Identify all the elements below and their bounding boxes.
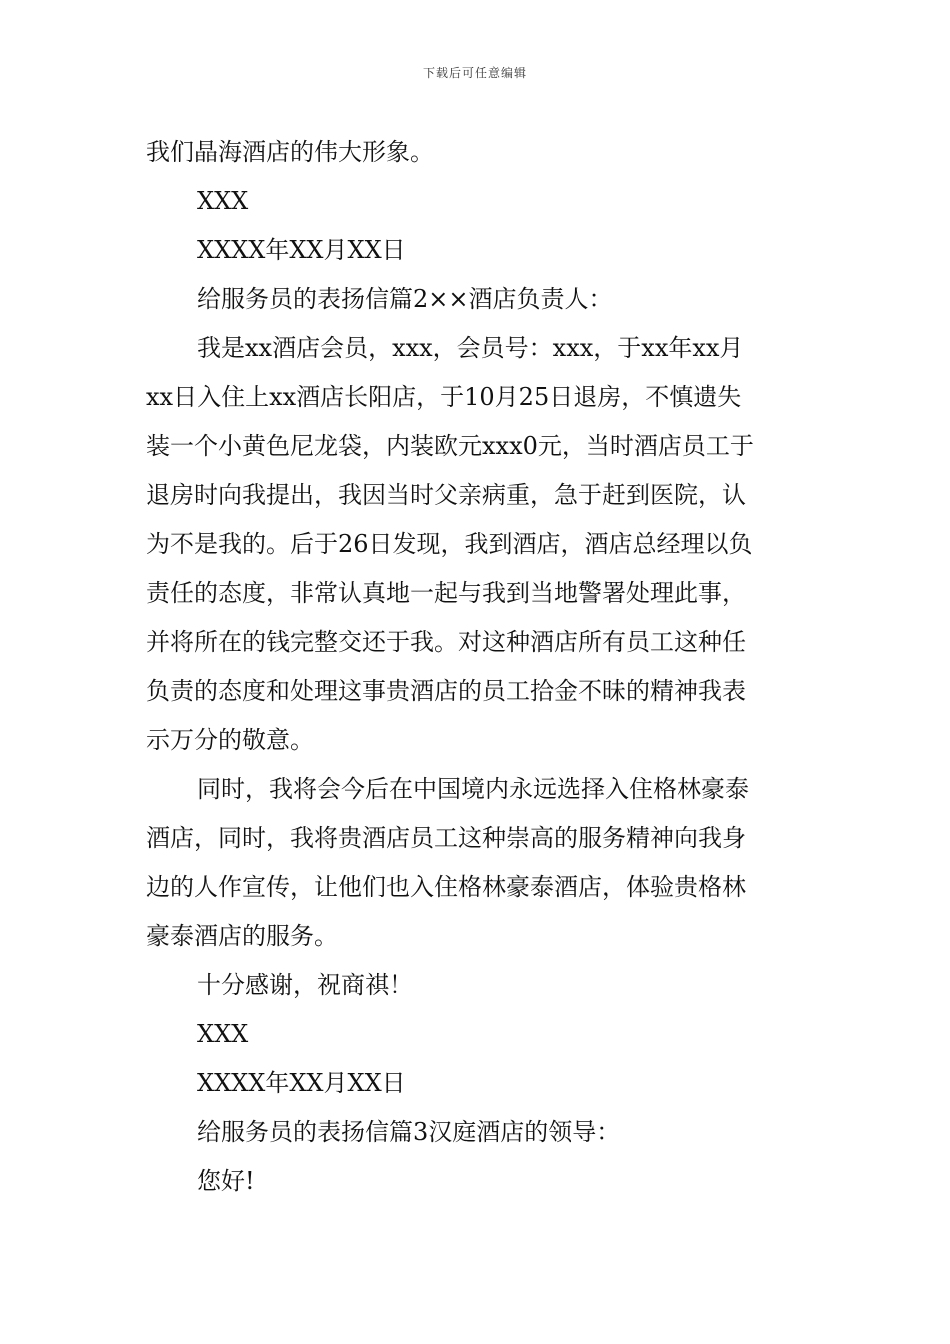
text-line: 负责的态度和处理这事贵酒店的员工拾金不昧的精神我表 [146,677,746,705]
text-line: 我是xx酒店会员，xxx，会员号：xxx，于xx年xx月 [197,334,744,362]
letter-heading: 给服务员的表扬信篇2××酒店负责人： [197,285,613,313]
text-line: 装一个小黄色尼龙袋，内装欧元xxx0元，当时酒店员工于 [146,432,754,460]
text-line: 豪泰酒店的服务。 [146,922,338,950]
closing-line: 十分感谢，祝商祺！ [197,971,413,999]
signature-name: XXX [197,187,249,215]
text-line: 我们晶海酒店的伟大形象。 [146,138,434,166]
text-line: 同时，我将会今后在中国境内永远选择入住格林豪泰 [197,775,749,803]
text-line: 并将所在的钱完整交还于我。对这种酒店所有员工这种任 [146,628,746,656]
text-line: 示万分的敬意。 [146,726,314,754]
text-line: 边的人作宣传，让他们也入住格林豪泰酒店，体验贵格林 [146,873,746,901]
text-line: 酒店，同时，我将贵酒店员工这种崇高的服务精神向我身 [146,824,746,852]
letter-heading: 给服务员的表扬信篇3汉庭酒店的领导： [197,1118,621,1146]
page-header-note: 下载后可任意编辑 [422,66,527,80]
signature-date: XXXX年XX月XX日 [197,236,406,264]
document-body [146,128,806,1206]
signature-name: XXX [197,1020,249,1048]
greeting-line: 您好! [197,1167,255,1195]
text-line: 退房时向我提出，我因当时父亲病重，急于赶到医院，认 [146,481,746,509]
text-line: xx日入住上xx酒店长阳店，于10月25日退房，不慎遗失 [146,383,742,411]
text-line: 责任的态度，非常认真地一起与我到当地警署处理此事， [146,579,746,607]
signature-date: XXXX年XX月XX日 [197,1069,406,1097]
text-line: 为不是我的。后于26日发现，我到酒店，酒店总经理以负 [146,530,753,558]
